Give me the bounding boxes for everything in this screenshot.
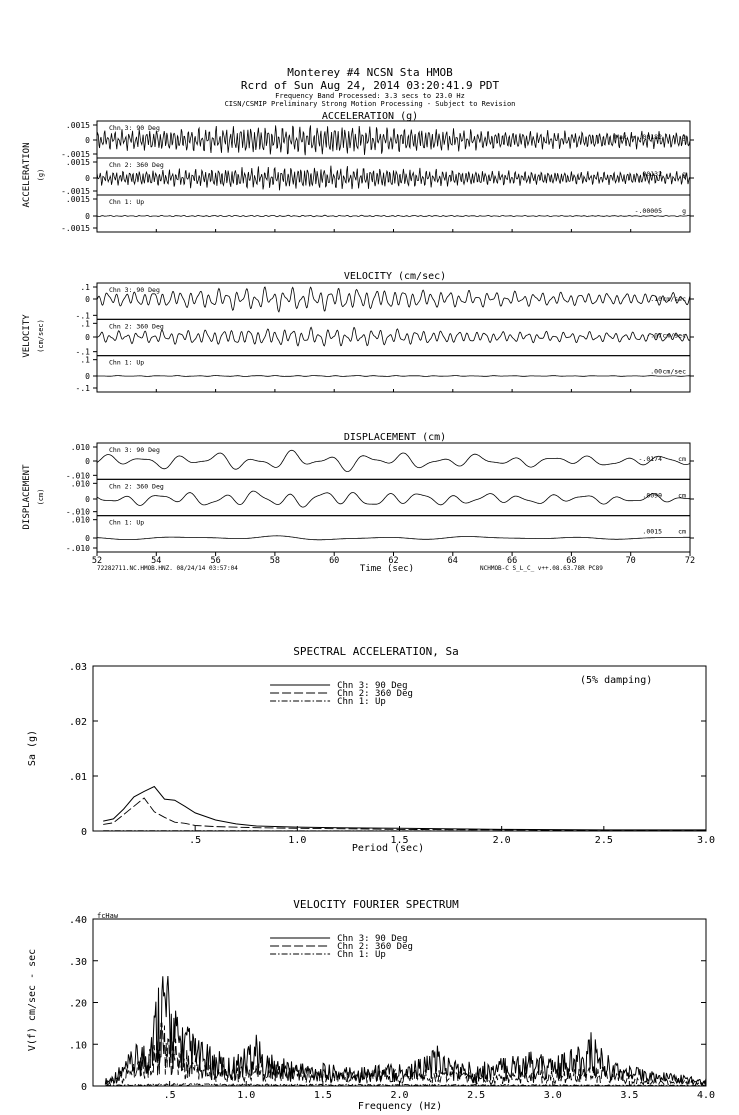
channel-waveform (97, 327, 690, 346)
channel-waveform (97, 376, 690, 377)
series-line (103, 787, 706, 830)
channel-name: Chn 2: 360 Deg (109, 482, 164, 491)
y-tick-label: 0 (85, 457, 90, 466)
y-tick-label: -.1 (75, 384, 90, 393)
frequency-band: Frequency Band Processed: 3.3 secs to 23.0 Hz (275, 92, 465, 100)
y-tick-label: .20 (68, 998, 87, 1010)
y-tick-label: .010 (70, 443, 90, 452)
y-tick-label: .0015 (65, 195, 90, 204)
x-tick-label: 1.5 (313, 1090, 332, 1101)
panel-title: VELOCITY (cm/sec) (343, 271, 447, 282)
panel-ylabel: ACCELERATION (22, 142, 32, 208)
y-tick-label: .1 (80, 283, 90, 292)
panel-ylabel: DISPLACEMENT (22, 464, 32, 530)
y-tick-label: -.0015 (61, 224, 90, 233)
channel-name: Chn 1: Up (109, 198, 145, 206)
x-tick-label: 2.0 (492, 835, 511, 846)
y-tick-label: -.010 (65, 471, 90, 481)
velocity-fourier-chart (27, 898, 715, 1112)
y-tick-label: .30 (68, 956, 87, 968)
panel-unit-label: (cm/sec) (37, 319, 45, 353)
channel-name: Chn 1: Up (109, 518, 145, 527)
y-tick-label: 0 (80, 827, 87, 838)
peak-value: .0015 (642, 527, 662, 536)
record-id-footer: 72282711.NC.HMOB.HNZ. 08/24/14 03:57:04 (97, 565, 238, 572)
y-tick-label: .02 (68, 717, 87, 728)
series-line (103, 798, 706, 831)
peak-value: -.0174 (638, 455, 662, 463)
y-tick-label: 0 (80, 1082, 87, 1093)
channel-waveform (97, 536, 690, 540)
x-tick-label: 56 (210, 556, 221, 566)
y-tick-label: 0 (85, 136, 90, 145)
x-tick-label: 1.5 (390, 835, 409, 846)
y-tick-label: 0 (85, 372, 90, 381)
peak-unit: cm/sec (662, 367, 686, 376)
x-tick-label: 1.0 (237, 1090, 256, 1101)
y-tick-label: .01 (68, 772, 87, 783)
peak-unit: g (682, 133, 686, 141)
x-tick-label: 54 (151, 556, 162, 566)
y-tick-label: .1 (80, 319, 90, 329)
x-tick-label: 4.0 (696, 1090, 716, 1101)
y-tick-label: .010 (70, 515, 90, 525)
y-tick-label: 0 (85, 212, 90, 221)
peak-unit: cm/sec (662, 331, 686, 340)
channel-name: Chn 2: 360 Deg (109, 322, 164, 331)
channel-waveform (97, 450, 690, 471)
peak-value: .00132 (638, 170, 662, 178)
time-axis-label: Time (sec) (359, 564, 415, 574)
x-tick-label: 64 (447, 556, 458, 566)
legend-label: Chn 1: Up (337, 950, 386, 960)
velocity-panel (22, 271, 694, 393)
chart-title: VELOCITY FOURIER SPECTRUM (293, 898, 459, 911)
x-tick-label: 68 (566, 556, 577, 566)
record-time: Rcrd of Sun Aug 24, 2014 03:20:41.9 PDT (240, 79, 500, 92)
peak-value: -.07 (646, 331, 662, 340)
peak-value: .0099 (642, 491, 662, 500)
x-tick-label: 58 (269, 556, 281, 566)
legend-label: Chn 3: 90 Deg (337, 934, 408, 944)
channel-frame (97, 283, 690, 319)
x-axis-label: Period (sec) (351, 843, 425, 854)
x-tick-label: .5 (163, 1090, 176, 1101)
y-tick-label: -.010 (65, 544, 90, 553)
channel-waveform (97, 125, 690, 155)
processing-note: CISN/CSMIP Preliminary Strong Motion Processing - Subject to Revision (224, 100, 516, 108)
peak-unit: cm (678, 527, 686, 536)
peak-unit: cm/sec (662, 295, 686, 303)
peak-unit: cm (678, 491, 686, 500)
y-tick-label: 0 (85, 534, 90, 543)
channel-waveform (97, 287, 690, 312)
channel-name: Chn 2: 360 Deg (109, 161, 164, 169)
channel-name: Chn 3: 90 Deg (109, 124, 160, 132)
x-tick-label: 62 (388, 556, 399, 566)
y-tick-label: .1 (80, 355, 90, 365)
x-axis-label: Frequency (Hz) (357, 1101, 443, 1112)
legend-label: Chn 2: 360 Deg (337, 942, 413, 952)
channel-waveform (97, 491, 690, 507)
y-tick-label: -.1 (75, 347, 90, 357)
peak-unit: g (682, 207, 686, 215)
y-tick-label: .10 (68, 1040, 87, 1052)
y-axis-label: Sa (g) (27, 729, 38, 767)
channel-frame (97, 479, 690, 515)
series-line (105, 976, 706, 1085)
legend-label: Chn 2: 360 Deg (337, 689, 413, 699)
series-line (105, 1023, 706, 1085)
chart-title: SPECTRAL ACCELERATION, Sa (293, 645, 459, 658)
x-tick-label: 60 (329, 556, 340, 566)
y-tick-label: -.1 (75, 311, 90, 321)
panel-unit-label: (cm) (37, 488, 45, 506)
x-tick-label: 2.0 (390, 1090, 409, 1101)
x-tick-label: .5 (189, 835, 202, 846)
spectral-acceleration-chart (27, 645, 715, 854)
y-tick-label: .0015 (65, 158, 90, 167)
y-tick-label: .0015 (65, 121, 90, 130)
y-axis-label: V(f) cm/sec - sec (27, 948, 38, 1052)
panel-title: DISPLACEMENT (cm) (343, 432, 447, 443)
x-tick-label: 2.5 (594, 835, 613, 846)
peak-value: Max = .00182 (615, 133, 662, 141)
channel-frame (97, 158, 690, 195)
panel-title: ACCELERATION (g) (321, 111, 419, 122)
channel-name: Chn 1: Up (109, 358, 145, 367)
y-tick-label: 0 (85, 174, 90, 183)
x-tick-label: 52 (91, 556, 103, 566)
channel-name: Chn 3: 90 Deg (109, 446, 160, 454)
channel-frame (97, 356, 690, 392)
peak-unit: g (682, 170, 686, 178)
y-tick-label: .010 (70, 479, 90, 489)
peak-value: .00 (650, 367, 662, 376)
y-tick-label: 0 (85, 295, 90, 304)
displacement-panel (22, 432, 695, 574)
y-tick-label: 0 (85, 495, 90, 504)
acceleration-panel (22, 111, 694, 233)
panel-unit-label: (g) (37, 168, 45, 182)
y-tick-label: .40 (68, 915, 87, 926)
processing-footer: NCHMOB-C S_L_C_ v++.08.63.78R PC89 (480, 565, 603, 572)
x-tick-label: 70 (625, 556, 636, 566)
y-tick-label: -.0015 (61, 187, 90, 196)
peak-value: .10 (650, 295, 662, 303)
peak-value: -.00005 (634, 207, 662, 215)
x-tick-label: 3.0 (543, 1090, 562, 1101)
x-tick-label: 3.0 (696, 835, 716, 846)
legend-label: Chn 1: Up (337, 697, 386, 707)
y-tick-label: .03 (68, 662, 87, 673)
y-tick-label: -.0015 (61, 150, 90, 159)
x-tick-label: 2.5 (467, 1090, 486, 1101)
channel-waveform (97, 215, 690, 217)
x-tick-label: 1.0 (288, 835, 307, 846)
channel-name: Chn 3: 90 Deg (109, 286, 160, 294)
legend-label: Chn 3: 90 Deg (337, 681, 408, 691)
channel-waveform (97, 166, 690, 191)
station-title: Monterey #4 NCSN Sta HMOB (287, 66, 453, 79)
x-tick-label: 66 (506, 556, 518, 566)
channel-frame (97, 195, 690, 232)
x-tick-label: 72 (684, 556, 696, 566)
corner-label: fcHaw (97, 912, 119, 920)
peak-unit: cm (678, 455, 686, 463)
damping-note: (5% damping) (580, 675, 653, 686)
x-tick-label: 3.5 (620, 1090, 639, 1101)
y-tick-label: 0 (85, 333, 90, 342)
y-tick-label: -.010 (65, 507, 90, 517)
report-header (225, 66, 516, 108)
panel-ylabel: VELOCITY (22, 314, 32, 358)
channel-frame (97, 516, 690, 552)
